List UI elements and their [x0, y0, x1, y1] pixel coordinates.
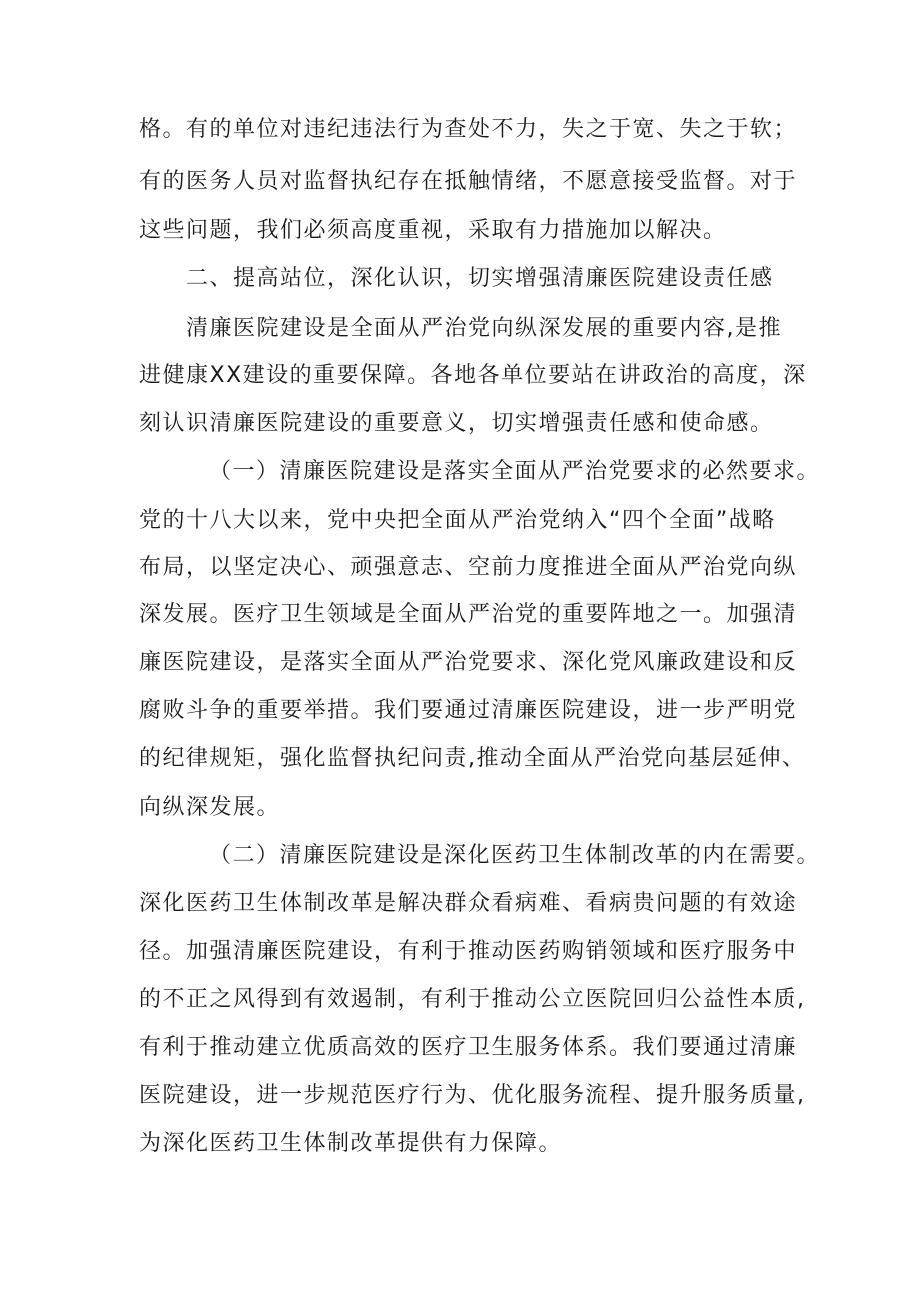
paragraph-line: 清廉医院建设是全面从严治党向纵深发展的重要内容,是推: [186, 316, 782, 341]
paragraph-line: 格。有的单位对违纪违法行为查处不力，失之于宽、失之于软；: [139, 117, 798, 142]
subsection-heading: （二）清廉医院建设是深化医药卫生体制改革的内在需要。: [209, 843, 821, 868]
paragraph-line: 有利于推动建立优质高效的医疗卫生服务体系。我们要通过清廉: [139, 1035, 798, 1060]
paragraph-line: 径。加强清廉医院建设，有利于推动医药购销领域和医疗服务中: [139, 939, 798, 964]
paragraph-line: 廉医院建设，是落实全面从严治党要求、深化党风廉政建设和反: [139, 650, 798, 675]
paragraph-line: 布局，以坚定决心、顽强意志、空前力度推进全面从严治党向纵: [139, 555, 798, 580]
paragraph-line: 腐败斗争的重要举措。我们要通过清廉医院建设，进一步严明党: [139, 698, 798, 723]
paragraph-line: 深发展。医疗卫生领域是全面从严治党的重要阵地之一。加强清: [139, 602, 798, 627]
paragraph-line: 深化医药卫生体制改革是解决群众看病难、看病贵问题的有效途: [139, 891, 798, 916]
paragraph-line: 向纵深发展。: [139, 795, 281, 820]
paragraph-line: 的不正之风得到有效遏制，有利于推动公立医院回归公益性本质,: [139, 987, 806, 1012]
section-heading: 二、提高站位，深化认识，切实增强清廉医院建设责任感: [186, 266, 774, 291]
paragraph-line: 的纪律规矩，强化监督执纪问责,推动全面从严治党向基层延伸、: [139, 746, 806, 771]
paragraph-line: 医院建设，进一步规范医疗行为、优化服务流程、提升服务质量,: [139, 1083, 806, 1108]
subsection-heading: （一）清廉医院建设是落实全面从严治党要求的必然要求。: [209, 459, 821, 484]
paragraph-line: 有的医务人员对监督执纪存在抵触情绪，不愿意接受监督。对于: [139, 169, 798, 194]
paragraph-line: 刻认识清廉医院建设的重要意义，切实增强责任感和使命感。: [139, 411, 774, 436]
paragraph-line: 进健康XX建设的重要保障。各地各单位要站在讲政治的高度，深: [139, 363, 807, 388]
paragraph-line: 党的十八大以来，党中央把全面从严治党纳入“四个全面”战略: [139, 508, 776, 533]
paragraph-line: 为深化医药卫生体制改革提供有力保障。: [139, 1131, 563, 1156]
paragraph-line: 这些问题，我们必须高度重视，采取有力措施加以解决。: [139, 218, 727, 243]
